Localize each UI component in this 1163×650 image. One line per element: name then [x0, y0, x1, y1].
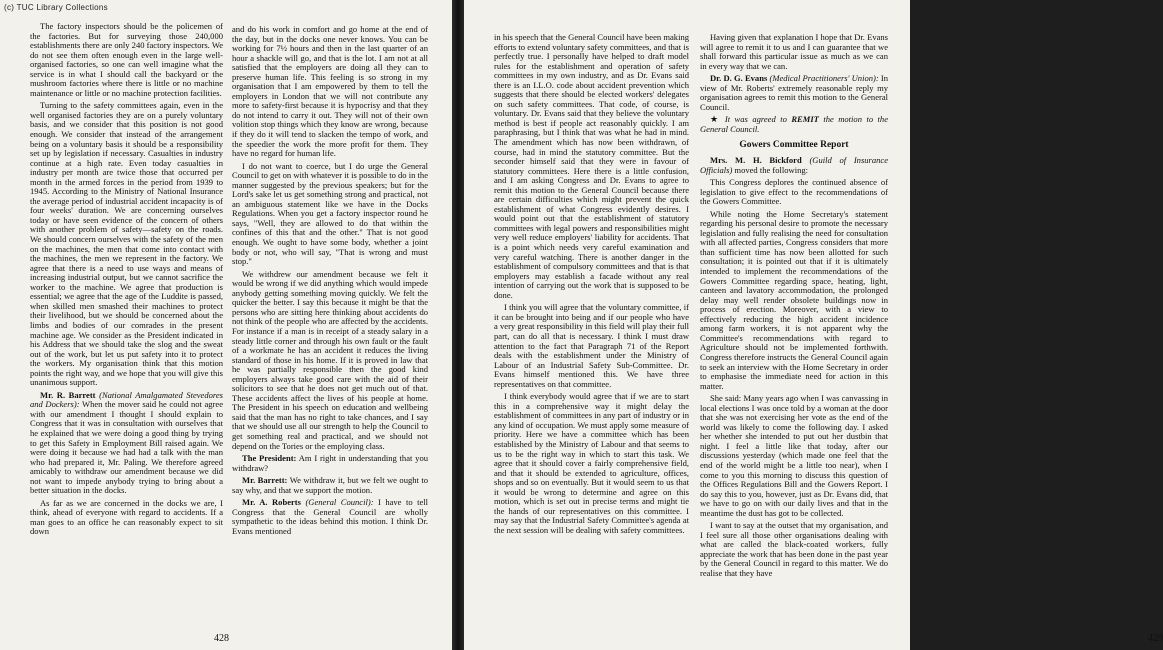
right-page [464, 0, 1163, 650]
motion-text: This Congress deplores the continued absence of legislation to give effect to the recommendations of the Gowers Committee. [700, 177, 888, 207]
right-column-2 [700, 33, 888, 582]
section-heading: Gowers Committee Report [739, 140, 849, 151]
right-column-1 [494, 33, 689, 538]
speech-text: moved the following: [732, 164, 809, 175]
speech-text: Am I right in understanding that you withdraw? [232, 453, 428, 473]
book-gutter [452, 0, 464, 650]
paragraph: I think everybody would agree that if we are to start this in a comprehensive way it might delay the establishment of committees in any part of industry or in any kind of occupation. We must apply some measure of priority. Here we have a committee which has been established by the Ministry of Labour and that seems to us to be the right way in which to start this task. We agree that it should cover a fairly comprehensive field, and that it should be extended to agriculture, offices, shops and so on eventually. But it would seem to us that it would be wrong to determine and agree on this motion, which is set out in precise terms and might tie the hands of our representatives on this committee. I may say that the Industrial Safety Committee's agenda at the next session will be dealing with safety committees. [494, 391, 689, 535]
resolution-text: It was agreed to [724, 114, 792, 125]
speech-text: When the mover said he could not agree with our amendment I thought I should explain to Congress that it was in consultation with ourselves that he explained that we were doing a good thing by trying to get this Safety in Employment Bill raised again. We were doing it because we had had a talk with the man who had prepared it, Mr. Paling. We therefore agreed amicably to withdraw our amendment because we did not want to impede anybody trying to bring about a better situation in the docks. [30, 399, 223, 496]
paragraph: As far as we are concerned in the docks we are, I think, ahead of everyone with regard to accidents. If a man goes to an office he can reasonably expect to sit down [30, 497, 223, 537]
resolution [700, 115, 888, 134]
motion-text: While noting the Home Secretary's statement regarding his personal desire to promote the necessary legislation and fully realising the need for consultation with all affected parties, Congress considers that more than sufficient time has now been allotted for such consultation; it is pointed out that if it is ultimately intended to implement the recommendations of the Gowers Committee regarding space, heating, light, canteen and lavatory accommodation, the prolonged delay may well render obsolete buildings now in process of erection. Moreover, with a view to effectively reducing the high accident incidence among farm workers, it is not apparent why the Committee's recommendations with regard to Agriculture should not be implemented forthwith. Congress therefore instructs the General Council again to seek an interview with the Home Secretary in order to emphasise the immediate need for action in this matter. [700, 208, 888, 391]
speaker-paragraph [700, 156, 888, 175]
speaker-name: The President: [242, 453, 297, 464]
speech-text: I have to tell Congress that the General Council are wholly sympathetic to the ideas behind this motion. I think Dr. Evans mentioned [232, 497, 428, 536]
speaker-organisation: (Medical Practitioners' Union): [769, 73, 879, 84]
left-column-1 [30, 22, 223, 540]
paragraph: I do not want to coerce, but I do urge the General Council to get on with whatever it is possible to do in the manner suggested by the previous speakers; but for the Lord's sake let us get something strong and practical, not an ambiguous statement like we have in the Docks Regulations. When you get a factory inspector round he says, "Well, they are allowed to do that within the confines of this that and the other." That is not good enough. We ought to have some body, whether a joint body or not, who will say, "That is wrong and must stop." [232, 160, 428, 267]
speaker-paragraph [30, 391, 223, 496]
page-number: 429 [1148, 633, 1163, 644]
speaker-paragraph [232, 498, 428, 536]
paragraph: I think you will agree that the voluntary committee, if it can be brought into being and if our people who have a very great responsibility in this field will play their full part, can do all that is necessary. I think I must draw attention to the fact that Paragraph 71 of the Report deals with the establishment under the Ministry of Labour of an Industrial Safety Sub-Committee. Dr. Evans himself mentioned this. We have three representatives on that committee. [494, 302, 689, 389]
speaker-paragraph [232, 454, 428, 473]
paragraph: The factory inspectors should be the policemen of the factories. But for surveying those 240,000 establishments there are only 240 factory inspectors. We do not see them often enough even in the large well-organised factories, so one can well imagine what the service is in what I should call the backyard or the mushroom factories where there is little or no machine maintenance or little or no machine protection facilities. [30, 21, 223, 98]
left-column-2 [232, 25, 428, 539]
paragraph: Having given that explanation I hope that Dr. Evans will agree to remit it to us and I can guarantee that we shall forward this particular issue as much as we can in every way that we can. [700, 32, 888, 71]
left-page [0, 0, 452, 650]
speech-text: We withdraw it, but we felt we ought to say why, and that we support the motion. [232, 475, 428, 495]
speaker-name: Mr. A. Roberts [242, 497, 301, 508]
resolution-decision: REMIT [791, 114, 819, 125]
speaker-paragraph [232, 476, 428, 495]
speaker-name: Dr. D. G. Evans [710, 73, 768, 84]
speech-text: In view of Mr. Roberts' extremely reasonable reply my organisation agrees to remit this motion to the General Council. [700, 73, 889, 112]
paragraph: She said: Many years ago when I was canvassing in local elections I was once told by a woman at the door that she was not exercising her vote as the end of the world was likely to come the following day. I asked her whether she intended to put out her dustbin that night. I feel a little like that today, after our discussions yesterday (which made one feel that the end of the world might be a little too near), when I come to you this morning to discuss this question of the Offices Regulations Bill and the Gowers Report. I do say this to you, however, just as Dr. Evans did, that we have to go on with our daily lives and that in the meantime the dust has got to be collected. [700, 393, 888, 518]
watermark: (c) TUC Library Collections [4, 3, 108, 12]
speaker-name: Mr. Barrett: [242, 475, 288, 486]
speaker-organisation: (Guild of Insurance Officials) [700, 155, 889, 175]
speaker-organisation: (National Amalgamated Stevedores and Dockers): [30, 389, 223, 410]
speaker-organisation: (General Council): [305, 497, 374, 508]
speaker-name: Mr. R. Barrett [40, 389, 96, 400]
resolution-text: the motion to the General Council. [700, 114, 888, 134]
paragraph: and do his work in comfort and go home at the end of the day, but in the docks one never knows. You can be working for 7½ hours and then in the last quarter of an hour a shackle will go, and that is the lot. I am not at all satisfied that the employers are doing all they can to preserve human life. This feeling is so strong in my organisation that I am empowered by them to tell the employers in London that we will not contribute any more to safety-first because it is hypocrisy and that they do not intend to carry it out. They will not of their own volition stop things which they know are wrong, because if they do it will tend to slacken the tempo of work, and the speedier the work the more profit for them. They have no regard for human life. [232, 24, 428, 159]
speaker-paragraph [700, 74, 888, 112]
paragraph: Turning to the safety committees again, even in the well organised factories they are on a purely voluntary basis, and we consider that this position is not good enough. We consider that instead of the arrangement being on a voluntary basis it should be a responsibility set up by legislation if necessary. Casualties in industry continue at a high rate. Even today casualties in industry per month are twice those that occurred per month in the armed forces in the period from 1939 to 1945. According to the Ministry of National Insurance the average period of industrial accident incapacity is of four weeks' duration. We are concerning ourselves today or have seen evidence of the concern of others with another problem of safety—safety on the roads. We should concern ourselves with the safety of the men on the machines, the men that come into contact with the machines, the men we represent in the factory. We agree that there is a need to use ways and means of increasing industrial output, but we cannot sacrifice the worker to the machine. We agree that production is essential; we agree that the age of the Luddite is passed, when skilled men smashed their machines to protect their livelihood, but we should be concerned about the limbs and bodies of our comrades in the present machine age. We consider as the President indicated in his Address that we should take the slog and the sweat out of the work, but let us put safety into it to protect the workers. My organisation think that this motion points the right way, and we hope that you will give this unanimous support. [30, 100, 223, 388]
speaker-name: Mrs. M. H. Bickford [710, 155, 802, 166]
star-icon: ★ [710, 114, 721, 125]
paragraph: in his speech that the General Council have been making efforts to extend voluntary safety committees, and that is perfectly true. I personally have helped to draft model rules for the establishment and operation of safety committees in my own industry, and as Dr. Evans said there is an I.L.O. code about accident prevention which suggests that there should be elected workers' delegates on such safety committees. That code, of course, is voluntary. Dr. Evans said that they believe the voluntary method is best if people act reasonably quickly. I am paraphrasing, but I think that was what he had in mind. The amendment which has now been withdrawn, of course, had in mind the statutory committee. But the seconder himself said that they were in favour of statutory committees. Here there is a little confusion, and I am asking Congress and Dr. Evans to agree to remit this motion to the General Council because there are certain difficulties which might prevent the quick establishment of what Congress evidently desires. I would point out that the establishment of statutory committees with legal powers and responsibilities might very well reduce employers' liability for accidents. That is a point which needs very careful examination and very careful watching. There is another danger in the establishment of compulsory committees and that is that employers may establish a facade without any real intention of carrying out the work that is supposed to be done. [494, 32, 689, 300]
paragraph: I want to say at the outset that my organisation, and I feel sure all those other organisations dealing with what are called the black-coated workers, fully appreciate the work that has been done in the past year by the General Council in regard to this matter. We do realise that they have [700, 520, 888, 578]
paragraph: We withdrew our amendment because we felt it would be wrong if we did anything which would impede anybody getting something moving quickly. We felt the quicker the better. I say this because it might be that the persons who are sitting here thinking about accidents do not think of the people who are affected by the accidents. For instance if a man is in receipt of a steady salary in a steady little corner and through his own fault or the fault of a workmate he has an accident it reduces the living standard of those in his home. If it is proved in law that he was partially responsible then the good kind employers always take good care with the aid of their solicitors to see that he does not get much out of that. These accidents affect the lives of his people at home. The President in his speech on education and wellbeing said that the man has no right to take chances, and I say that we should use all our strength to help the Council to get something real and practical, and we should not depend on the Tories or the employing class. [232, 268, 428, 451]
page-number: 428 [214, 633, 229, 644]
